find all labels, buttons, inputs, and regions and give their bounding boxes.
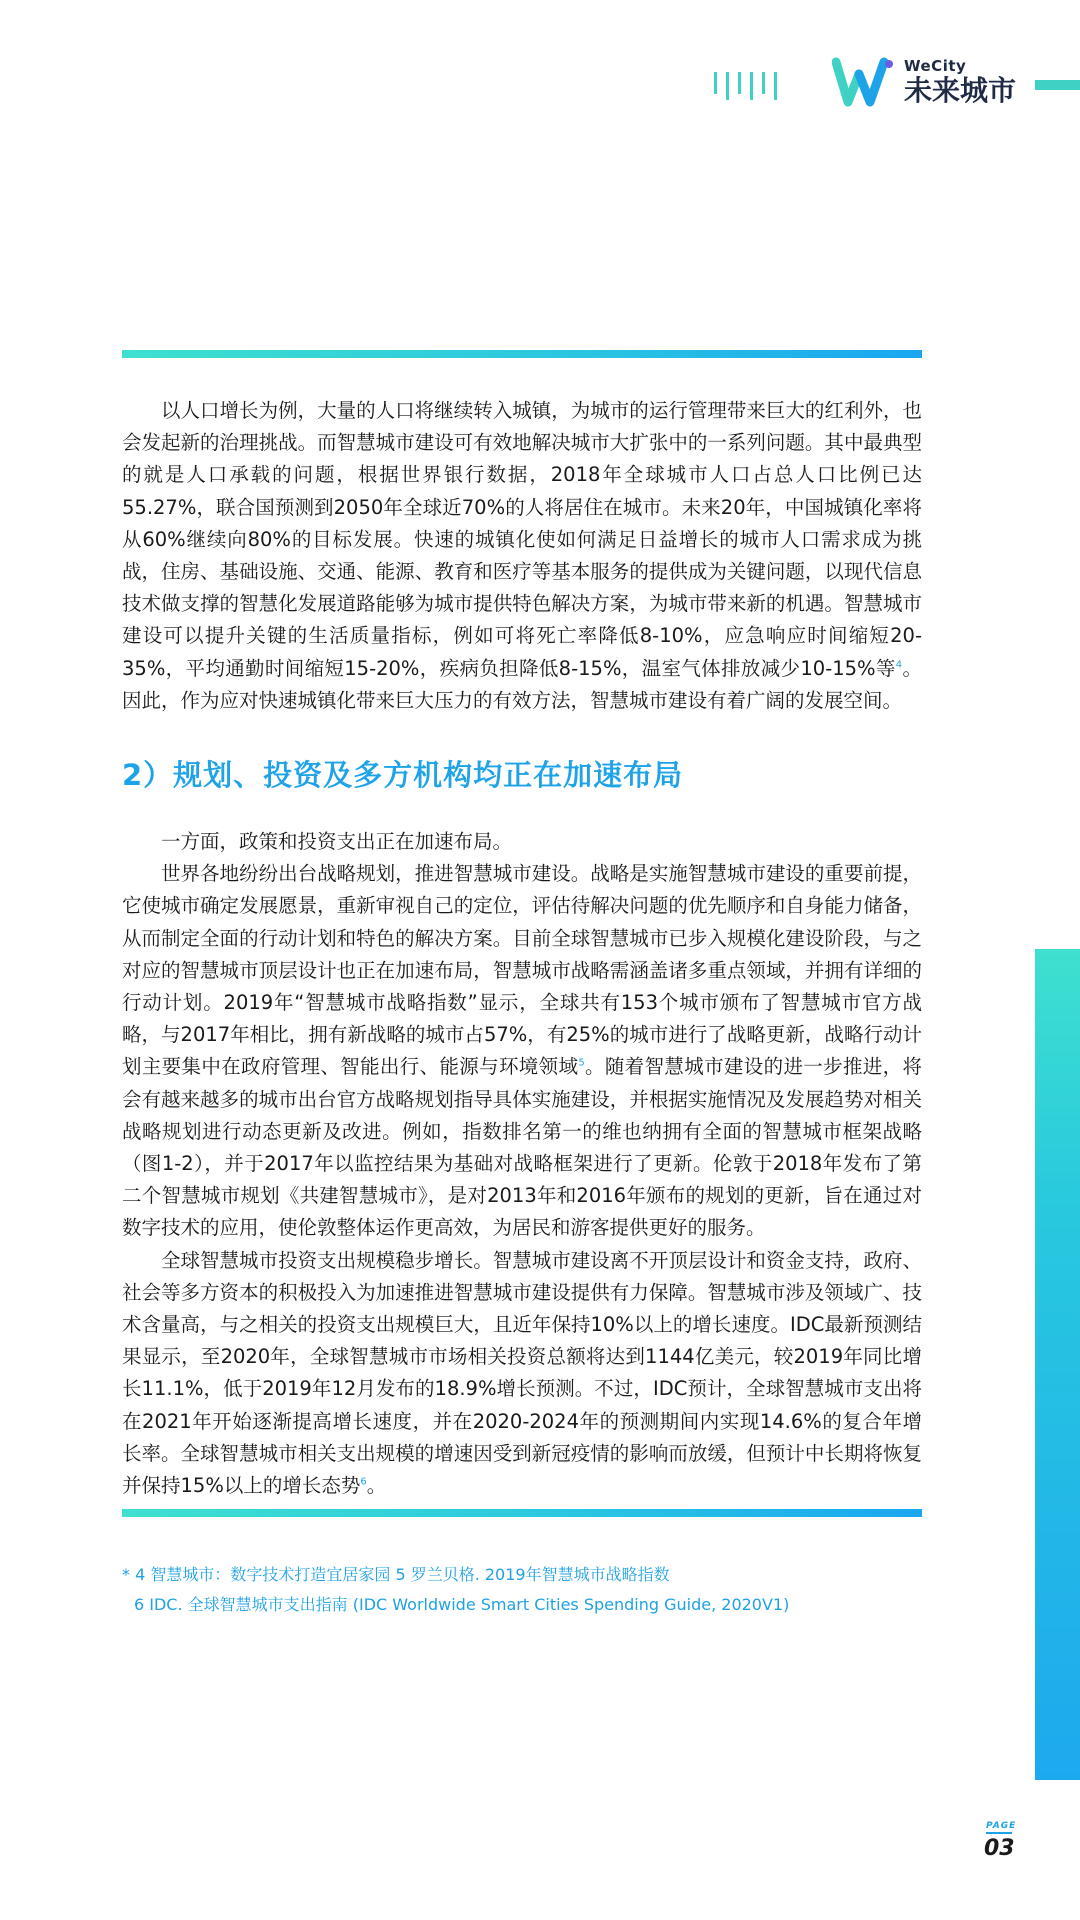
- footnote-ref-4: 4: [895, 659, 903, 671]
- header-accent-bar: [1035, 80, 1080, 90]
- header-decoration-bars: [714, 72, 777, 100]
- footnotes: [122, 1560, 789, 1620]
- wecity-logo-icon: [832, 56, 896, 108]
- page-label-underline: [986, 1832, 1012, 1834]
- section-heading: 2）规划、投资及多方机构均正在加速布局: [122, 758, 684, 792]
- section-paragraph-2: 世界各地纷纷出台战略规划，推进智慧城市建设。战略是实施智慧城市建设的重要前提，它使城市确定发展愿景，重新审视自己的定位，评估待解决问题的优先顺序和自身能力储备，从而制定全面的行动计划和特色的解决方案。目前全球智慧城市已步入规模化建设阶段，与之对应的智慧城市顶层设计也正在加速布局，智慧城市战略需涵盖诸多重点领域，并拥有详细的行动计划。2019年“智慧城市战略指数”显示，全球共有153个城市颁布了智慧城市官方战略，与2017年相比，拥有新战略的城市占57%，有25%的城市进行了战略更新，战略行动计划主要集中在政府管理、智能出行、能源与环境领域$^5$。随着智慧城市建设的进一步推进，将会有越来越多的城市出台官方战略规划指导具体实施建设，并根据实施情况及发展趋势对相关战略规划进行动态更新及改进。例如，指数排名第一的维也纳拥有全面的智慧城市框架战略（图1-2），并于2017年以监控结果为基础对战略框架进行了更新。伦敦于2018年发布了第二个智慧城市规划《共建智慧城市》，是对2013年和2016年颁布的规划的更新，旨在通过对数字技术的应用，使伦敦整体运作更高效，为居民和游客提供更好的服务。: [122, 862, 922, 1240]
- top-divider: [122, 350, 922, 358]
- footnote-ref-5: 5: [578, 1057, 585, 1069]
- footnote-line-1: * 4 智慧城市：数字技术打造宜居家园 5 罗兰贝格. 2019年智慧城市战略指数: [122, 1565, 670, 1584]
- section-paragraph-1: 一方面，政策和投资支出正在加速布局。: [161, 830, 513, 853]
- page-number: 03: [984, 1836, 1015, 1861]
- logo-name-cn: 未来城市: [904, 74, 1017, 107]
- intro-paragraph: 以人口增长为例，大量的人口将继续转入城镇，为城市的运行管理带来巨大的红利外，也会发起新的治理挑战。而智慧城市建设可有效地解决城市大扩张中的一系列问题。其中最典型的就是人口承载的问题，根据世界银行数据，2018年全球城市人口占总人口比例已达55.27%，联合国预测到2050年全球近70%的人将居住在城市。未来20年，中国城镇化率将从60%继续向80%的目标发展。快速的城镇化使如何满足日益增长的城市人口需求成为挑战，住房、基础设施、交通、能源、教育和医疗等基本服务的提供成为关键问题，以现代信息技术做支撑的智慧化发展道路能够为城市提供特色解决方案，为城市带来新的机遇。智慧城市建设可以提升关键的生活质量指标，例如可将死亡率降低8-10%，应急响应时间缩短20-35%，平均通勤时间缩短15-20%，疾病负担降低8-15%，温室气体排放减少10-15%等$^4$。因此，作为应对快速城镇化带来巨大压力的有效方法，智慧城市建设有着广阔的发展空间。: [122, 399, 922, 712]
- footnote-ref-6: 6: [360, 1476, 367, 1488]
- intro-text-block: [122, 395, 922, 717]
- side-accent-bar: [1035, 949, 1080, 1780]
- page-label: PAGE: [986, 1821, 1017, 1831]
- footnote-line-2: 6 IDC. 全球智慧城市支出指南 (IDC Worldwide Smart Cities Spending Guide, 2020V1): [134, 1595, 790, 1614]
- section-text-block: [122, 826, 922, 1502]
- wecity-logo: [832, 56, 1016, 108]
- bottom-divider: [122, 1509, 922, 1517]
- logo-name-en: WeCity: [904, 57, 967, 75]
- section-paragraph-3: 全球智慧城市投资支出规模稳步增长。智慧城市建设离不开顶层设计和资金支持，政府、社会等多方资本的积极投入为加速推进智慧城市建设提供有力保障。智慧城市涉及领域广、技术含量高，与之相关的投资支出规模巨大，且近年保持10%以上的增长速度。IDC最新预测结果显示，至2020年，全球智慧城市市场相关投资总额将达到1144亿美元，较2019年同比增长11.1%，低于2019年12月发布的18.9%增长预测。不过，IDC预计，全球智慧城市支出将在2021年开始逐渐提高增长速度，并在2020-2024年的预测期间内实现14.6%的复合年增长率。全球智慧城市相关支出规模的增速因受到新冠疫情的影响而放缓，但预计中长期将恢复并保持15%以上的增长态势$^6$。: [122, 1248, 922, 1498]
